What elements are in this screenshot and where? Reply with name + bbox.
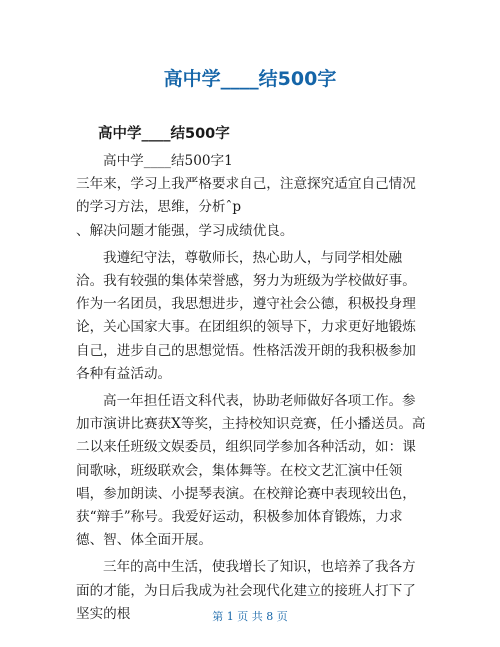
paragraph-study: 三年来，学习上我严格要求自己，注意探究适宜自己情况的学习方法，思维，分析ˆp [76,176,416,216]
section-heading: 高中学____结500字 [98,126,230,142]
document-body [76,150,428,626]
paragraph-conduct: 我遵纪守法，尊敬师长，热心助人，与同学相处融洽。我有较强的集体荣誉感，努力为班级为学校做好事。作为一名团员，我思想进步，遵守社会公德，积极投身理论，关心国家大事。在团组织的领导下，力求更好地锻炼自己，进步自己的思想觉悟。性格活泼开朗的我积极参加各种有益活动。 [76,249,416,382]
page-number-footer: 第 1 页 共 8 页 [212,610,288,623]
paragraph-activities: 高一年担任语文科代表，协助老师做好各项工作。参加市演讲比赛获X等奖，主持校知识竞赛，任小播送员。高二以来任班级文娱委员，组织同学参加各种活动，如：课间歌咏，班级联欢会，集体舞等。在校文艺汇演中任领唱，参加朗读、小提琴表演。在校辩论赛中表现较出色，获“辩手”称号。我爱好运动，积极参加体育锻炼，力求德、智、体全面开展。 [76,393,426,549]
document-title: 高中学____结500字 [163,68,337,90]
paragraph-conclusion: 三年的高中生活，使我增长了知识，也培养了我各方面的才能，为日后我成为社会现代化建立的接班人打下了坚实的根 [76,559,416,622]
paragraph-subtitle: 高中学____结500字1 [103,153,233,169]
paragraph-study-continued: 、解决问题才能强，学习成绩优良。 [76,222,294,239]
